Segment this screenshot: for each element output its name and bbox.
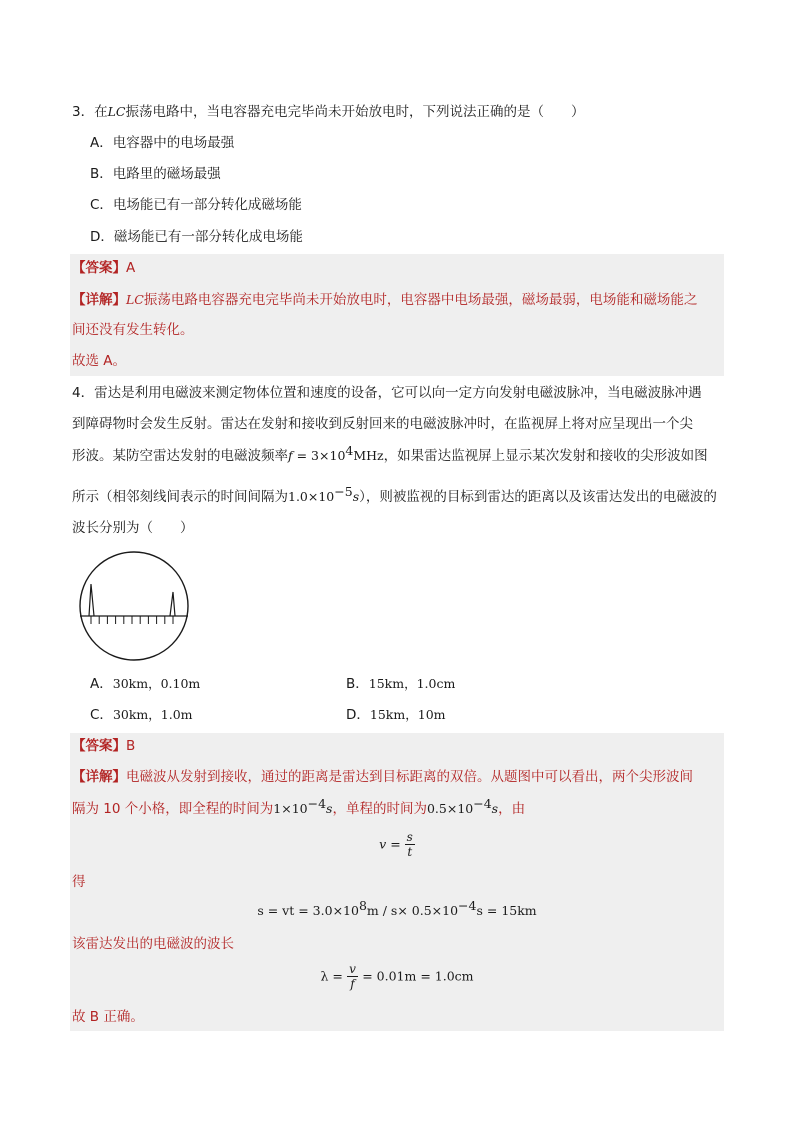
answer-tag: 【答案】 [72, 738, 126, 754]
option-text: 电场能已有一部分转化成磁场能 [112, 197, 302, 213]
q4-option-b [346, 674, 455, 694]
detail-text: 隔为 10 个小格，即全程的时间为 [72, 801, 274, 817]
option-label: B． [90, 166, 113, 182]
eq-numerator: s [406, 830, 413, 844]
emitted-pulse-peak [89, 584, 94, 616]
equation-velocity: v = $\frac{s}{t}$ [379, 830, 413, 859]
equation-distance [70, 898, 724, 919]
q4-option-d [346, 705, 446, 725]
radar-tick-marks [91, 616, 173, 624]
option-text: 磁场能已有一部分转化成电场能 [113, 229, 303, 245]
stem-text: 在 [94, 104, 108, 120]
detail-tag: 【详解】 [72, 292, 126, 308]
q3-option-b [90, 164, 221, 184]
detail-text: ，单程的时间为 [332, 801, 427, 817]
option-text: 15km，1.0cm [368, 676, 456, 691]
q3-option-d [90, 227, 303, 247]
option-text: 电路里的磁场最强 [112, 166, 221, 182]
detail-text: 间还没有发生转化。 [72, 322, 194, 338]
option-text: 30km，1.0m [112, 707, 193, 722]
frequency-value: = 3×10 [292, 448, 346, 463]
eq-numerator: v [349, 962, 356, 976]
stem-text: 所示（相邻刻线间表示的时间间隔为 [72, 489, 288, 505]
radar-screen-figure [74, 550, 196, 662]
detail-text: ，由 [498, 801, 526, 817]
total-time-value: 1×10 [273, 801, 308, 816]
stem-text: 振荡电路中，当电容器充电完毕尚未开始放电时，下列说法正确的是（ ） [125, 104, 585, 120]
eq-lhs: v [379, 836, 387, 852]
answer-tag: 【答案】 [72, 260, 126, 276]
stem-text: ），则被监视的目标到雷达的距离以及该雷达发出的电磁波的 [359, 489, 717, 505]
q4-wavelength-text [72, 934, 234, 954]
q4-de [72, 872, 86, 892]
eq-part: s = 15km [476, 903, 537, 918]
interval-value: 1.0×10 [288, 489, 335, 504]
q4-conclusion [72, 1007, 144, 1027]
option-label: C． [90, 707, 113, 723]
lc-symbol: LC [126, 292, 144, 307]
stem-text: 波长分别为（ ） [72, 520, 194, 536]
q3-detail-line-2 [72, 320, 194, 340]
question-4-line-4 [72, 484, 717, 507]
q3-conclusion [72, 351, 126, 371]
conclusion-text: 故选 A。 [72, 353, 127, 369]
question-4-line-1 [72, 383, 702, 403]
option-label: B． [346, 676, 369, 692]
single-time-value: 0.5×10 [426, 801, 474, 816]
q4-option-c [90, 705, 193, 725]
frequency-exponent: 4 [345, 443, 354, 458]
stem-text: 雷达是利用电磁波来测定物体位置和速度的设备，它可以向一定方向发射电磁波脉冲，当电磁波脉冲遇 [94, 385, 702, 401]
eq-rhs: = 0.01m = 1.0cm [362, 968, 474, 984]
frequency-unit: MHz [353, 448, 384, 463]
conclusion-text: 故 B 正确。 [72, 1009, 144, 1025]
single-time-exponent: −4 [473, 796, 492, 811]
eq-exponent: −4 [458, 898, 477, 913]
q4-detail-line-2 [72, 796, 526, 819]
detail-text: 得 [72, 874, 86, 890]
option-label: A． [90, 135, 113, 151]
detail-tag: 【详解】 [72, 769, 126, 785]
option-text: 30km，0.10m [112, 676, 201, 691]
option-label: D． [346, 707, 370, 723]
option-text: 电容器中的电场最强 [112, 135, 235, 151]
detail-text: 振荡电路电容器充电完毕尚未开始放电时，电容器中电场最强，磁场最弱，电场能和磁场能之 [143, 292, 698, 308]
q4-option-a [90, 674, 200, 694]
interval-unit: s [352, 489, 360, 504]
answer-value: B [126, 738, 136, 754]
detail-text: 电磁波从发射到接收，通过的距离是雷达到目标距离的双倍。从题图中可以看出，两个尖形波间 [126, 769, 693, 785]
question-4-line-5 [72, 518, 194, 538]
total-time-unit: s [326, 801, 333, 816]
option-label: C． [90, 197, 113, 213]
eq-denominator: t [407, 845, 413, 859]
question-number: 3． [72, 104, 95, 120]
q3-option-c [90, 195, 302, 215]
total-time-exponent: −4 [307, 796, 327, 811]
question-4-line-3 [72, 443, 708, 466]
stem-text: ，如果雷达监视屏上显示某次发射和接收的尖形波如图 [383, 448, 708, 464]
equation-wavelength [70, 962, 724, 991]
q3-answer [72, 258, 135, 278]
eq-part: s = vt = 3.0×10 [257, 903, 359, 918]
eq-fraction [405, 830, 415, 859]
option-label: A． [90, 676, 113, 692]
eq-part: m / s× 0.5×10 [366, 903, 459, 918]
lc-symbol: LC [107, 104, 126, 119]
detail-text: 该雷达发出的电磁波的波长 [72, 936, 234, 952]
stem-text: 形波。某防空雷达发射的电磁波频率 [72, 448, 288, 464]
q4-detail-line-1 [72, 767, 693, 787]
q4-answer [72, 736, 135, 756]
single-time-unit: s [491, 801, 499, 816]
received-pulse-peak [170, 592, 175, 616]
eq-lhs: λ = [320, 968, 343, 984]
question-4-line-2 [72, 414, 693, 434]
question-number: 4． [72, 385, 95, 401]
eq-exponent: 8 [358, 898, 367, 913]
eq-denominator: f [350, 977, 355, 991]
option-text: 15km，10m [369, 707, 446, 722]
option-label: D． [90, 229, 114, 245]
answer-value: A [126, 260, 136, 276]
q3-detail-line-1 [72, 290, 697, 310]
question-3-stem [72, 102, 584, 122]
interval-exponent: −5 [334, 484, 353, 499]
q3-option-a [90, 133, 234, 153]
frequency-symbol: f [288, 448, 293, 463]
q3-answer-block [70, 254, 724, 376]
stem-text: 到障碍物时会发生反射。雷达在发射和接收到反射回来的电磁波脉冲时，在监视屏上将对应呈现出一个尖 [72, 416, 693, 432]
eq-fraction [347, 962, 358, 991]
